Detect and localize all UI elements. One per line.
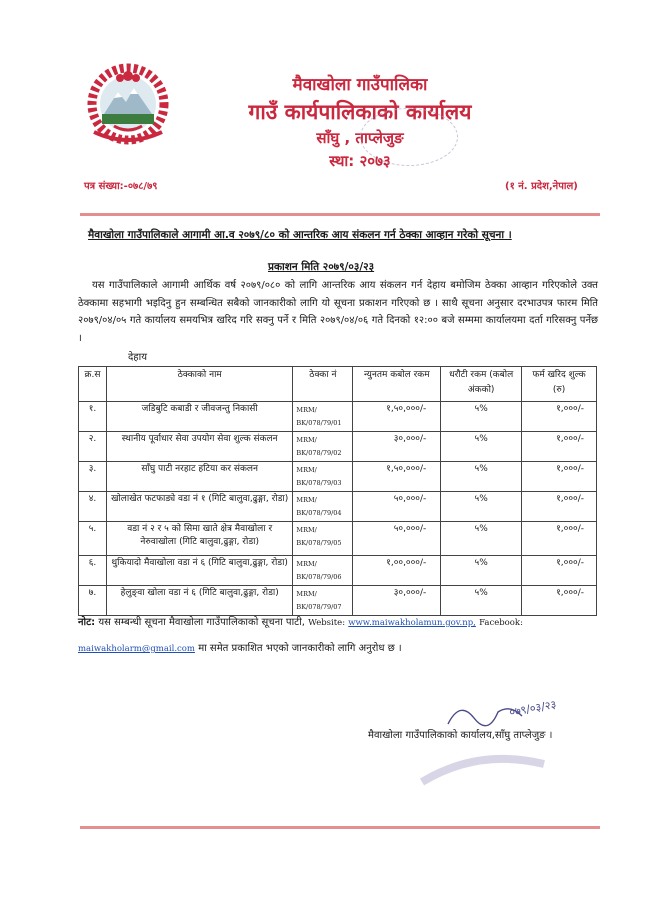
serial-cell: २.: [79, 432, 107, 462]
office-name: गाउँ कार्यपालिकाको कार्यालय: [248, 100, 472, 124]
table-row: [79, 432, 597, 462]
note-label: नोट:: [78, 617, 96, 628]
min-bid-cell: ५०,०००/-: [353, 522, 441, 556]
office-stamp: [360, 108, 458, 166]
contract-number-cell: MRM/ BK/078/79/01: [293, 402, 353, 432]
deposit-cell: ५%: [441, 556, 522, 586]
deposit-cell: ५%: [441, 402, 522, 432]
contract-name-cell: जडिबुटि कबाडी र जीवजन्तु निकासी: [106, 402, 292, 432]
signature-date: ०७९/०३/२३: [508, 697, 558, 719]
contract-name-cell: स्थानीय पूर्वाधार सेवा उपयोग सेवा शुल्क संकलन: [106, 432, 292, 462]
serial-cell: ३.: [79, 462, 107, 492]
form-fee-cell: १,०००/-: [522, 402, 597, 432]
notice-body: यस गाउँपालिकाले आगामी आर्थिक वर्ष २०७९/०८० को लागि आन्तरिक आय संकलन गर्न देहाय बमोजिम ठेक्का आव्हान गरिएकोले उक्त ठेक्कामा सहभागी भइदिनु हुन सम्बन्धित सबैको जानकारीको लागि यो सूचना प्रकाशन गरिएको छ । साथै सूचना अनुसार दरभाउपत्र फारम मिति २०७९/०४/०५ गते कार्यालय समयभित्र खरिद गरि सक्नु पर्ने र मिति २०७९/०४/०६ गते दिनको १२:०० बजे सम्ममा कार्यालयमा दर्ता गरिसक्नु पर्नेछ ।: [78, 280, 598, 344]
note-closing: मा समेत प्रकाशित भएको जानकारीको लागि अनुरोध छ ।: [198, 643, 402, 654]
contract-number-cell: MRM/ BK/078/79/07: [293, 586, 353, 616]
deposit-cell: ५%: [441, 462, 522, 492]
table-row: [79, 462, 597, 492]
column-header: ठेक्का नं: [293, 367, 353, 402]
column-header: न्युनतम कबोल रकम: [353, 367, 441, 402]
table-row: [79, 492, 597, 522]
province-label: (१ नं. प्रदेश,नेपाल): [505, 181, 578, 192]
serial-cell: १.: [79, 402, 107, 432]
form-fee-cell: १,०००/-: [522, 586, 597, 616]
table-header-row: [79, 367, 597, 402]
serial-cell: ५.: [79, 522, 107, 556]
handwritten-signature: [440, 690, 610, 730]
notice-note: [78, 610, 598, 662]
contract-name-cell: हेलुङ्वा खोला वडा नं ६ (गिटि बालुवा,ढुङ्गा, रोडा): [106, 586, 292, 616]
min-bid-cell: ३०,०००/-: [353, 586, 441, 616]
facebook-label: Facebook:: [479, 618, 523, 628]
established-year: स्था: २०७३: [329, 152, 391, 170]
website-label: Website:: [308, 618, 346, 628]
contract-number-cell: MRM/ BK/078/79/06: [293, 556, 353, 586]
form-fee-cell: १,०००/-: [522, 462, 597, 492]
contract-number-cell: MRM/ BK/078/79/03: [293, 462, 353, 492]
serial-cell: ६.: [79, 556, 107, 586]
min-bid-cell: ५०,०००/-: [353, 492, 441, 522]
nepal-emblem-icon: [84, 62, 172, 146]
contract-name-cell: थुकियादो मैवाखोला वडा नं ६ (गिटि बालुवा,ढुङ्गा, रोडा): [106, 556, 292, 586]
tender-table: [78, 366, 597, 616]
contract-number-cell: MRM/ BK/078/79/05: [293, 522, 353, 556]
deposit-cell: ५%: [441, 492, 522, 522]
signing-office: मैवाखोला गाउँपालिकाको कार्यालय,साँघु ताप्लेजुङ ।: [368, 730, 553, 741]
column-header: क्र.स: [79, 367, 107, 402]
reference-number: पत्र संख्या:-०७८/७९: [84, 181, 158, 192]
contract-number-cell: MRM/ BK/078/79/04: [293, 492, 353, 522]
column-header: ठेक्काको नाम: [106, 367, 292, 402]
form-fee-cell: १,०००/-: [522, 556, 597, 586]
contract-name-cell: वडा नं २ र ५ को सिमा खाते क्षेत्र मैवाखोला र नेरुवाखोला (गिटि बालुवा,ढुङ्गा, रोडा): [106, 522, 292, 556]
note-text: यस सम्बन्धी सूचना मैवाखोला गाउँपालिकाको सूचना पाटी,: [98, 617, 305, 628]
column-header: फर्म खरिद शुल्क (रु): [522, 367, 597, 402]
min-bid-cell: १,००,०००/-: [353, 556, 441, 586]
deposit-cell: ५%: [441, 522, 522, 556]
footer-divider: [80, 826, 600, 829]
column-header: धरौटी रकम (कबोल अंकको): [441, 367, 522, 402]
table-row: [79, 556, 597, 586]
min-bid-cell: ३०,०००/-: [353, 432, 441, 462]
serial-cell: ४.: [79, 492, 107, 522]
contract-number-cell: MRM/ BK/078/79/02: [293, 432, 353, 462]
contract-name-cell: खोलाखेत फटफाड्ये वडा नं १ (गिटि बालुवा,ढुङ्गा, रोडा): [106, 492, 292, 522]
website-link[interactable]: www.maiwakholamun.gov.np,: [348, 618, 476, 628]
email-link[interactable]: maiwakholarm@gmail.com: [78, 644, 195, 654]
serial-cell: ७.: [79, 586, 107, 616]
form-fee-cell: १,०००/-: [522, 432, 597, 462]
min-bid-cell: १,५०,०००/-: [353, 402, 441, 432]
header-divider: [80, 213, 600, 216]
table-row: [79, 402, 597, 432]
form-fee-cell: १,०००/-: [522, 522, 597, 556]
office-place: साँघु , ताप्लेजुङ: [316, 129, 404, 147]
deposit-cell: ५%: [441, 432, 522, 462]
notice-subject: मैवाखोला गाउँपालिकाले आगामी आ.व २०७९/८० को आन्तरिक आय संकलन गर्न ठेक्का आव्हान गरेको सूचना ।: [88, 229, 512, 241]
contract-name-cell: साँघु पाटी नरहाट हटिया कर संकलन: [106, 462, 292, 492]
publication-date: प्रकाशन मिति २०७९/०३/२३: [268, 261, 375, 273]
deposit-cell: ५%: [441, 586, 522, 616]
dehaay-label: देहाय: [128, 352, 148, 363]
officer-stamp: [418, 752, 548, 788]
min-bid-cell: १,५०,०००/-: [353, 462, 441, 492]
table-row: [79, 522, 597, 556]
form-fee-cell: १,०००/-: [522, 492, 597, 522]
municipality-name: मैवाखोला गाउँपालिका: [292, 75, 428, 95]
